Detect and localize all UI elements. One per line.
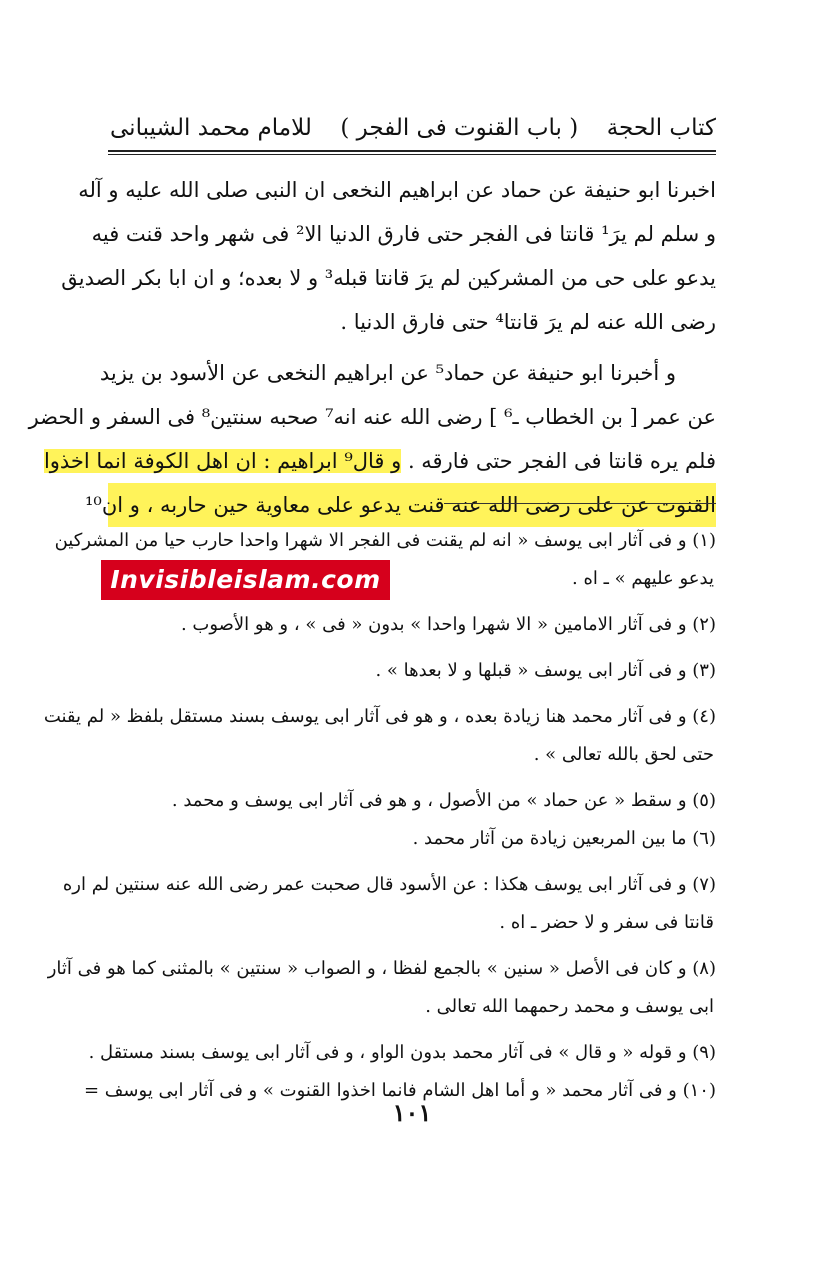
- footnote-line: (٤) و فى آثار محمد هنا زيادة بعده ، و هو فى آثار ابى يوسف بسند مستقل بلفظ « لم يقنت: [43, 706, 716, 727]
- text-segment: فلم يره قانتا فى الفجر حتى فارقه .: [407, 449, 716, 473]
- text-line-mixed: [43, 439, 716, 483]
- text-line: عن عمر [ بن الخطاب ـ⁶ ] رضى الله عنه انه⁷ صحبه سنتين⁸ فى السفر و الحضر: [28, 405, 716, 429]
- footnote-separator: [444, 503, 716, 504]
- main-text: [28, 168, 716, 527]
- text-line: و سلم لم يرَ¹ قانتا فى الفجر حتى فارق الدنيا الا² فى شهر واحد قنت فيه: [91, 222, 716, 246]
- footnote-line: (٦) ما بين المربعين زيادة من آثار محمد .: [412, 828, 716, 849]
- text-line: و أخبرنا ابو حنيفة عن حماد⁵ عن ابراهيم النخعى عن الأسود بن يزيد: [99, 361, 676, 385]
- footnote-line: (٩) و قوله « و قال » فى آثار محمد بدون الواو ، و فى آثار ابى يوسف بسند مستقل .: [88, 1042, 716, 1063]
- footnote-line: قانتا فى سفر و لا حضر ـ اه .: [499, 912, 714, 933]
- footnote-line: (٨) و كان فى الأصل « سنين » بالجمع لفظا ، و الصواب « سنتين » بالمثنى كما هو فى آثار: [47, 958, 716, 979]
- highlighted-text: و قال⁹ ابراهيم : ان اهل الكوفة انما اخذوا: [43, 449, 402, 473]
- footnote-line: (٣) و فى آثار ابى يوسف « قبلها و لا بعدها » .: [375, 660, 716, 681]
- text-line: يدعو على حى من المشركين لم يرَ قانتا قبله³ و لا بعده؛ و ان ابا بكر الصديق: [61, 266, 716, 290]
- header-divider-thin: [108, 154, 716, 155]
- text-line: رضى الله عنه لم يرَ قانتا⁴ حتى فارق الدنيا .: [340, 310, 716, 334]
- watermark-logo: Invisibleislam.com: [101, 560, 390, 600]
- footnote-line: (٢) و فى آثار الامامين « الا شهرا واحدا » بدون « فى » ، و هو الأصوب .: [180, 614, 716, 635]
- chapter-title: ( باب القنوت فى الفجر ): [340, 115, 579, 141]
- footnote-line: (٥) و سقط « عن حماد » من الأصول ، و هو فى آثار ابى يوسف و محمد .: [171, 790, 716, 811]
- footnote-line: (٧) و فى آثار ابى يوسف هكذا : عن الأسود قال صحبت عمر رضى الله عنه سنتين لم اره: [62, 874, 716, 895]
- book-title: كتاب الحجة: [606, 115, 716, 141]
- footnote-line: ابى يوسف و محمد رحمهما الله تعالى .: [425, 996, 714, 1017]
- author-name: للامام محمد الشيبانى: [110, 115, 312, 141]
- footnote-line: (١) و فى آثار ابى يوسف « انه لم يقنت فى الفجر الا شهرا واحدا حارب حيا من المشركين: [54, 530, 716, 551]
- page-header: [110, 108, 716, 148]
- text-line: اخبرنا ابو حنيفة عن حماد عن ابراهيم النخعى ان النبى صلى الله عليه و آله: [78, 178, 716, 202]
- highlighted-text-line: القنوت عن على رضى الله عنه قنت يدعو على معاوية حين حاربه ، و ان¹⁰: [108, 483, 716, 527]
- header-divider: [108, 150, 716, 152]
- footnote-line: (١٠) و فى آثار محمد « و أما اهل الشام فانما اخذوا القنوت » و فى آثار ابى يوسف =: [84, 1080, 716, 1101]
- page-number: ١٠١: [392, 1098, 432, 1127]
- footnotes: [43, 522, 716, 1110]
- footnote-line: حتى لحق بالله تعالى » .: [533, 744, 714, 765]
- footnote-line: يدعو عليهم » ـ اه .: [572, 568, 714, 589]
